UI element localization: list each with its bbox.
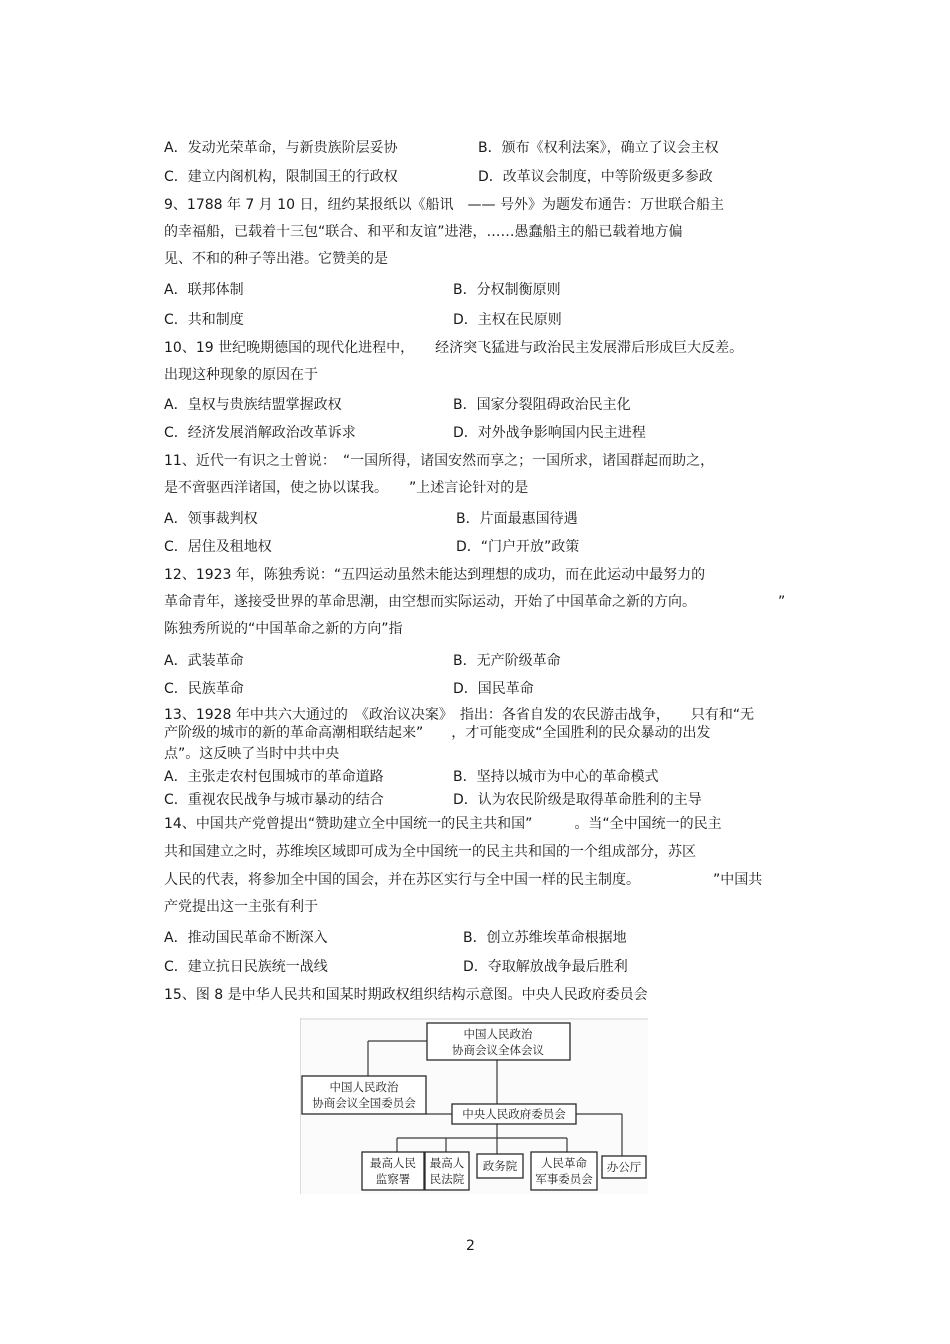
- center-label: 中央人民政府委员会: [462, 1107, 566, 1121]
- q10-stem-1: 10、19 世纪晚期德国的现代化进程中， 经济突飞猛进与政治民主发展滞后形成巨大反差。: [164, 340, 744, 356]
- q8-option-a: A．发动光荣革命，与新贵族阶层妥协: [164, 140, 398, 156]
- q12-option-d: D．国民革命: [453, 681, 534, 697]
- government-structure-diagram: [300, 1018, 648, 1194]
- b2-line2: 民法院: [429, 1172, 465, 1186]
- q14-stem-2: 共和国建立之时，苏维埃区域即可成为全中国统一的民主共和国的一个组成部分，苏区: [164, 844, 696, 860]
- q11-option-c: C．居住及租地权: [164, 539, 272, 555]
- q8-option-c: C．建立内阁机构，限制国王的行政权: [164, 169, 398, 185]
- q13-stem-2: 产阶级的城市的新的革命高潮相联结起来” ，才可能变成“全国胜利的民众暴动的出发: [164, 725, 711, 741]
- b5-label: 办公厅: [606, 1160, 642, 1174]
- q14-option-c: C．建立抗日民族统一战线: [164, 959, 328, 975]
- q12-option-a: A．武装革命: [164, 653, 244, 669]
- page-number: 2: [466, 1238, 475, 1254]
- left-line2: 协商会议全国委员会: [312, 1096, 416, 1110]
- q14-stem-4: 产党提出这一主张有利于: [164, 899, 318, 915]
- q9-stem-3: 见、不和的种子等出港。它赞美的是: [164, 251, 388, 267]
- q8-option-d: D．改革议会制度，中等阶级更多参政: [478, 169, 713, 185]
- q11-option-a: A．领事裁判权: [164, 511, 258, 527]
- q13-option-b: B．坚持以城市为中心的革命模式: [453, 769, 659, 785]
- q9-stem-1: 9、1788 年 7 月 10 日，纽约某报纸以《船讯 —— 号外》为题发布通告：万世联合船主: [164, 197, 724, 213]
- b3-label: 政务院: [482, 1159, 518, 1173]
- q10-option-d: D．对外战争影响国内民主进程: [453, 425, 646, 441]
- b1-line2: 监察署: [375, 1172, 411, 1186]
- q11-stem-2: 是不啻驱西洋诸国，使之协以谋我。 ”上述言论针对的是: [164, 480, 529, 496]
- q13-stem-1: 13、1928 年中共六大通过的 《政治议决案》 指出：各省自发的农民游击战争， 只有和“无: [164, 707, 755, 723]
- left-line1: 中国人民政治: [329, 1080, 399, 1094]
- q10-stem-2: 出现这种现象的原因在于: [164, 367, 318, 383]
- b4-line2: 军事委员会: [535, 1172, 593, 1186]
- q12-stem-3: 陈独秀所说的“中国革命之新的方向”指: [164, 621, 403, 637]
- q13-option-c: C．重视农民战争与城市暴动的结合: [164, 792, 384, 808]
- q10-option-b: B．国家分裂阻碍政治民主化: [453, 397, 631, 413]
- q15-stem-1: 15、图 8 是中华人民共和国某时期政权组织结构示意图。中央人民政府委员会: [164, 987, 648, 1003]
- b4-line1: 人民革命: [541, 1156, 587, 1170]
- q12-stem-1: 12、1923 年，陈独秀说：“五四运动虽然未能达到理想的成功，而在此运动中最努力的: [164, 567, 706, 583]
- q12-option-b: B．无产阶级革命: [453, 653, 561, 669]
- q9-option-b: B．分权制衡原则: [453, 282, 561, 298]
- q10-option-c: C．经济发展消解政治改革诉求: [164, 425, 356, 441]
- q9-option-a: A．联邦体制: [164, 282, 244, 298]
- q11-option-b: B．片面最惠国待遇: [456, 511, 578, 527]
- q13-option-a: A．主张走农村包围城市的革命道路: [164, 769, 384, 785]
- q10-option-a: A．皇权与贵族结盟掌握政权: [164, 397, 342, 413]
- q14-stem-3: 人民的代表，将参加全中国的国会，并在苏区实行与全中国一样的民主制度。: [164, 872, 640, 888]
- top-line2: 协商会议全体会议: [452, 1043, 544, 1057]
- q14-option-a: A．推动国民革命不断深入: [164, 930, 328, 946]
- q11-stem-1: 11、近代一有识之士曾说： “一国所得，诸国安然而享之；一国所求，诸国群起而助之，: [164, 453, 715, 469]
- q9-stem-2: 的幸福船，已载着十三包“联合、和平和友谊”进港，……愚蠢船主的船已载着地方偏: [164, 224, 683, 240]
- q9-option-c: C．共和制度: [164, 312, 244, 328]
- q14-option-d: D．夺取解放战争最后胜利: [463, 959, 628, 975]
- q8-option-b: B．颁布《权利法案》，确立了议会主权: [478, 140, 719, 156]
- q13-stem-3: 点”。这反映了当时中共中央: [164, 746, 340, 762]
- top-line1: 中国人民政治: [463, 1027, 533, 1041]
- q12-stem-2: 革命青年，遂接受世界的革命思潮，由空想而实际运动，开始了中国革命之新的方向。: [164, 594, 696, 610]
- b1-line1: 最高人民: [370, 1156, 416, 1170]
- q12-stem-2-end: ”: [778, 594, 786, 610]
- q11-option-d: D．“门户开放”政策: [456, 539, 580, 555]
- q14-option-b: B．创立苏维埃革命根据地: [463, 930, 627, 946]
- q12-option-c: C．民族革命: [164, 681, 244, 697]
- q9-option-d: D．主权在民原则: [453, 312, 562, 328]
- b2-line1: 最高人: [429, 1156, 465, 1170]
- q13-option-d: D．认为农民阶级是取得革命胜利的主导: [453, 792, 702, 808]
- q14-stem-3-end: ”中国共: [713, 872, 763, 888]
- q14-stem-1: 14、中国共产党曾提出“赞助建立全中国统一的民主共和国” 。当“全中国统一的民主: [164, 816, 722, 832]
